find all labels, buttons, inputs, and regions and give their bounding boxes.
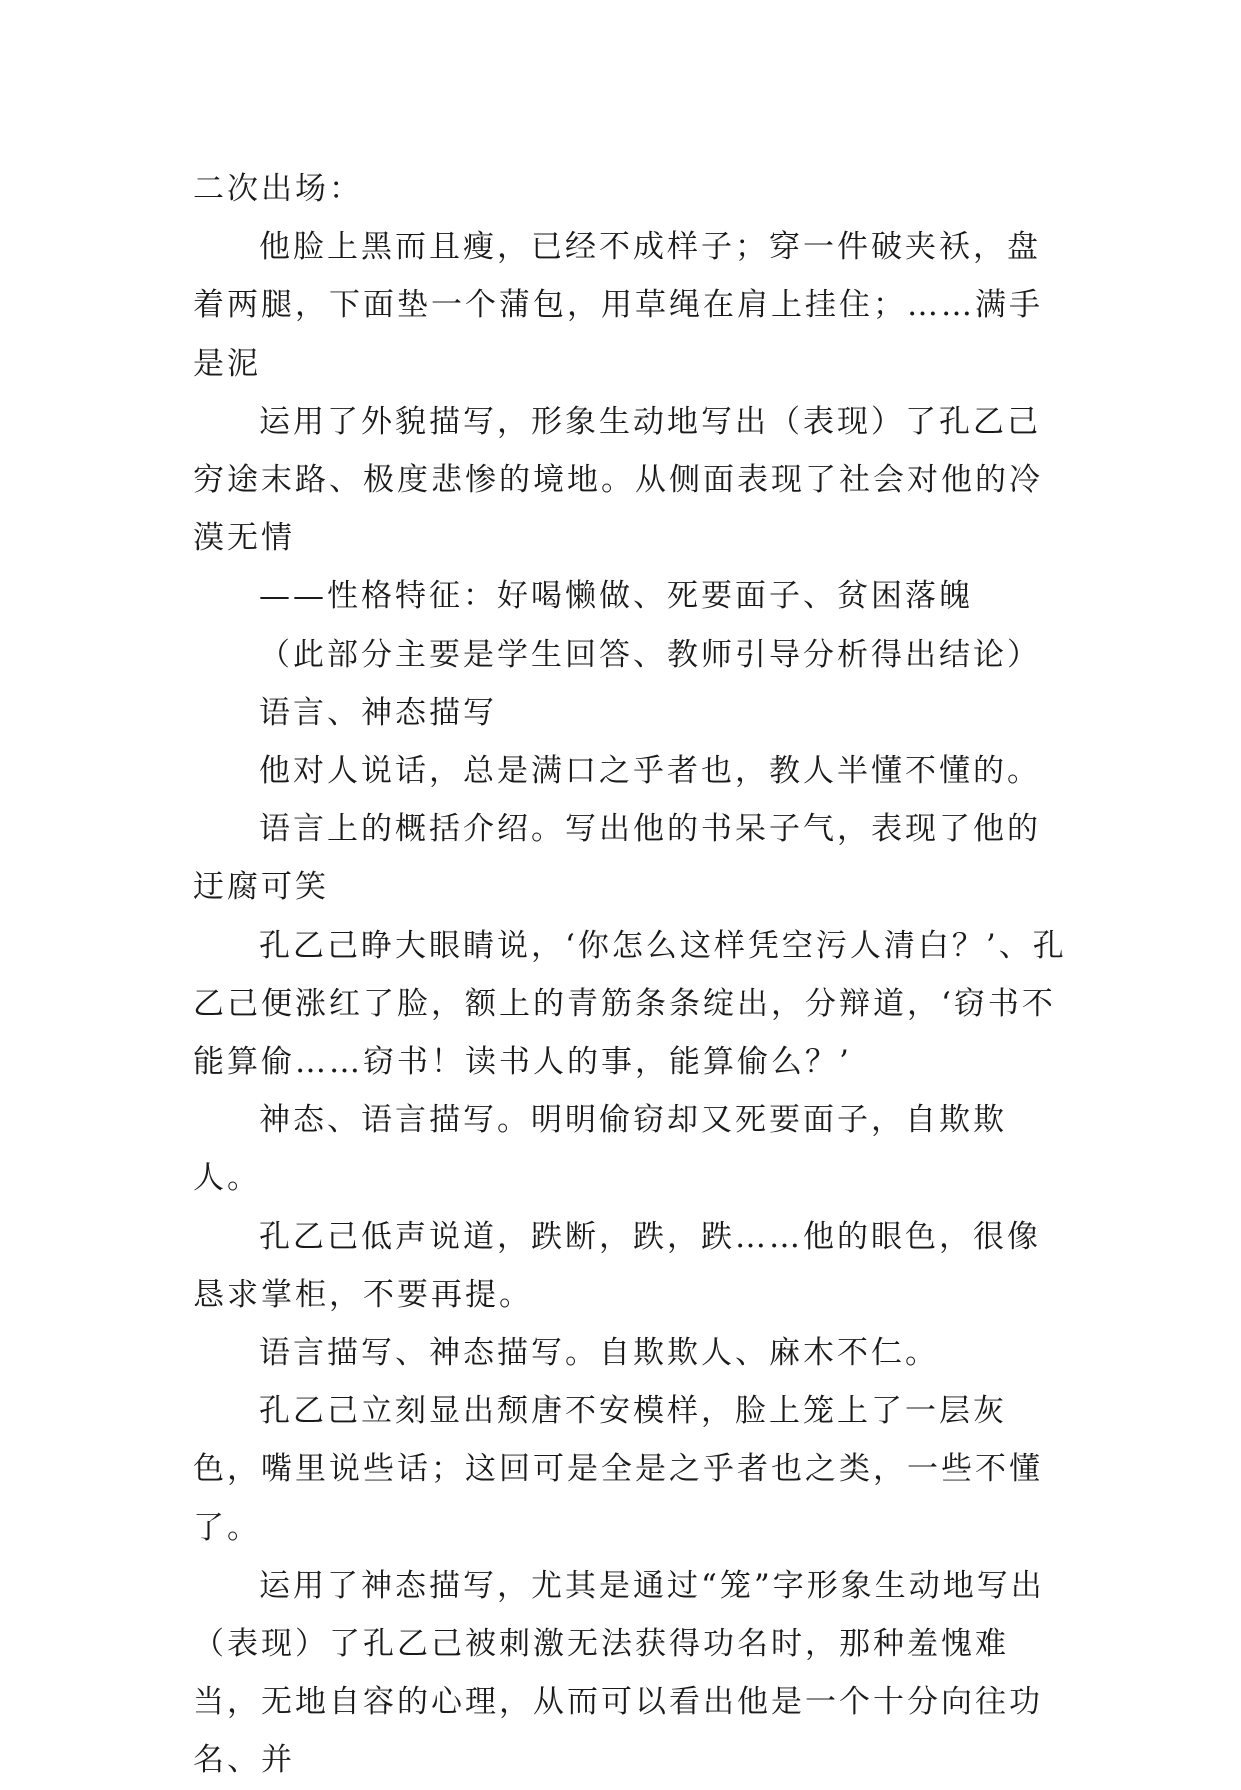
character-traits: ——性格特征：好喝懒做、死要面子、贫困落魄 [259, 578, 973, 615]
analysis-dejection: 运用了神态描写，尤其是通过“笼”字形象生动地写出（表现）了孔乙己被刺激无法获得功名时，那种羞愧难当，无地自容的心理，从而可以看出他是一个十分向往功名、并 [193, 1567, 1045, 1779]
analysis-speech: 语言上的概括介绍。写出他的书呆子气，表现了他的迂腐可笑 [193, 811, 1041, 906]
quote-defense: 孔乙己睁大眼睛说，‘你怎么这样凭空污人清白？’、孔乙己便涨红了脸，额上的青筋条条绽出，分辩道，‘窃书不能算偷……窃书！读书人的事，能算偷么？’ [193, 927, 1067, 1081]
quote-speech: 他对人说话，总是满口之乎者也，教人半懂不懂的。 [259, 753, 1041, 790]
section-heading: 二次出场： [193, 171, 363, 207]
quote-dejection: 孔乙己立刻显出颓唐不安模样，脸上笼上了一层灰色，嘴里说些话；这回可是全是之乎者也之类，一些不懂了。 [193, 1393, 1043, 1546]
quote-appearance: 他脸上黑而且瘦，已经不成样子；穿一件破夹袄，盘着两腿，下面垫一个蒲包，用草绳在肩上挂住；……满手是泥 [193, 229, 1043, 382]
analysis-plea: 语言描写、神态描写。自欺欺人、麻木不仁。 [259, 1335, 939, 1372]
analysis-appearance: 运用了外貌描写，形象生动地写出（表现）了孔乙己穷途末路、极度悲惨的境地。从侧面表现了社会对他的冷漠无情 [193, 403, 1043, 557]
teaching-note: （此部分主要是学生回答、教师引导分析得出结论） [259, 636, 1041, 673]
subheading-language-expression: 语言、神态描写 [259, 694, 497, 731]
quote-plea: 孔乙己低声说道，跌断，跌，跌……他的眼色，很像恳求掌柜，不要再提。 [193, 1218, 1041, 1313]
analysis-defense: 神态、语言描写。明明偷窃却又死要面子，自欺欺人。 [193, 1102, 1007, 1197]
document-body [193, 160, 1073, 1790]
